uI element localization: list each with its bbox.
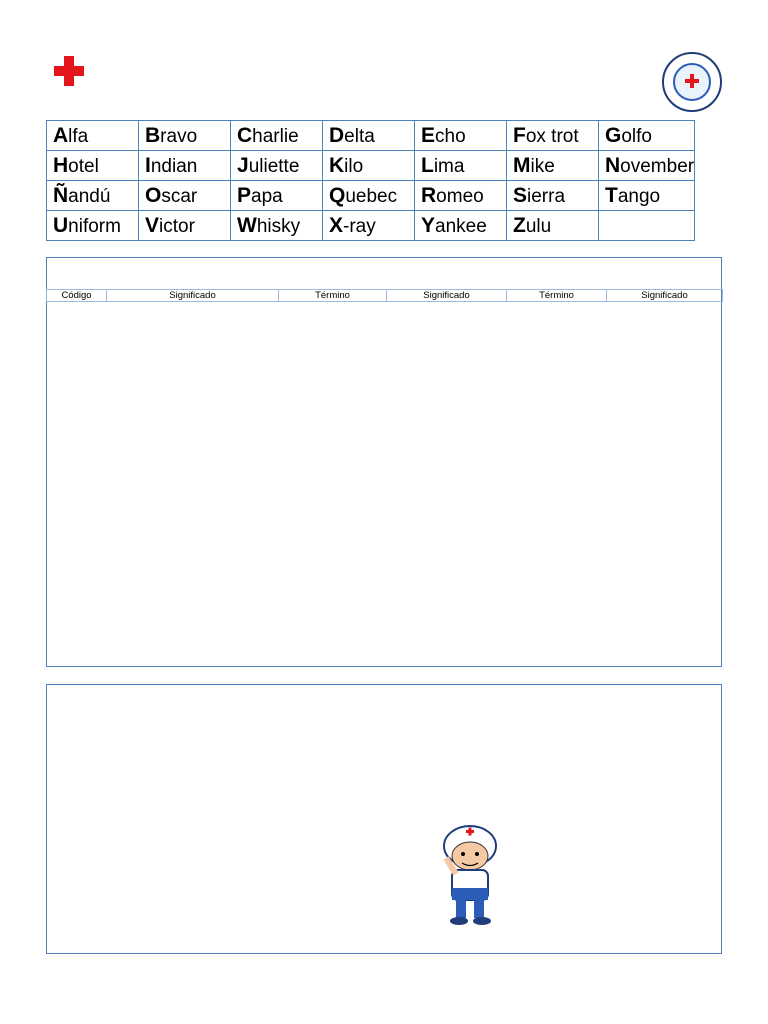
phonetic-rest: cho [435,125,466,147]
phonetic-cell [139,211,231,241]
paramedic-mascot-icon [426,818,514,926]
phonetic-rest: ankee [435,215,487,237]
phonetic-initial: D [329,123,345,147]
phonetic-cell [507,181,599,211]
phonetic-cell [323,211,415,241]
phonetic-cell [415,181,507,211]
phonetic-row [47,211,695,241]
phonetic-initial: Z [513,213,526,237]
phonetic-rest: ima [433,155,465,177]
phonetic-initial: X [329,213,344,237]
phonetic-cell [139,181,231,211]
phonetic-initial: N [605,153,621,177]
phonetic-rest: harlie [252,125,299,147]
phonetic-initial: W [237,213,257,237]
table-cell: Código [47,290,107,302]
phonetic-rest: elta [344,125,375,147]
phonetic-cell [599,181,695,211]
phonetic-initial: Y [421,213,436,237]
phonetic-rest: ilo [344,155,364,177]
phonetic-rest: ictor [159,215,195,237]
phonetic-initial: G [605,123,622,147]
phonetic-cell [507,121,599,151]
phonetic-cell [507,211,599,241]
phonetic-initial: A [53,123,69,147]
phonetic-row [47,181,695,211]
phonetic-cell [599,121,695,151]
phonetic-rest: uebec [345,185,398,207]
phonetic-cell [415,121,507,151]
codes-box [46,257,722,667]
phonetic-cell [139,151,231,181]
phonetic-cell [47,151,139,181]
phonetic-cell [323,121,415,151]
phonetic-initial: K [329,153,345,177]
red-cross-logo-icon [54,56,84,86]
phonetic-cell [231,121,323,151]
table-cell: Significado [607,290,723,302]
header-row [47,290,723,302]
phonetic-cell [47,181,139,211]
phonetic-initial: C [237,123,253,147]
phonetic-rest: ierra [527,185,566,207]
table-cell: Término [279,290,387,302]
phonetic-initial: T [605,183,618,207]
phonetic-initial: U [53,213,69,237]
phonetic-initial: L [421,153,434,177]
phonetic-initial: M [513,153,531,177]
red-cross-seal-icon [662,52,722,112]
phonetic-rest: ike [530,155,555,177]
phonetic-initial: J [237,153,249,177]
phonetic-rest: andú [68,185,111,207]
phonetic-cell [47,121,139,151]
phonetic-rest: otel [68,155,99,177]
phonetic-rest: ovember [620,155,695,177]
phonetic-row [47,121,695,151]
phonetic-cell [231,181,323,211]
phonetic-rest: uliette [248,155,300,177]
phonetic-cell [231,151,323,181]
phonetic-initial: V [145,213,160,237]
phonetic-rest: olfo [621,125,652,147]
phonetic-initial: Ñ [53,183,69,207]
phonetic-cell [323,151,415,181]
phonetic-initial: O [145,183,162,207]
phonetic-rest: -ray [343,215,376,237]
phonetic-rest: ravo [160,125,198,147]
phonetic-cell [599,151,695,181]
phonetic-rest: ndian [150,155,198,177]
phonetic-cell [139,121,231,151]
phonetic-rest: ulu [525,215,552,237]
phonetic-initial: F [513,123,526,147]
phonetic-rest: niform [68,215,121,237]
phonetic-initial: R [421,183,437,207]
phonetic-initial: I [145,153,151,177]
phonetic-row [47,151,695,181]
phonetic-rest: omeo [436,185,484,207]
table-cell: Significado [387,290,507,302]
phonetic-cell [599,211,695,241]
phonetic-cell [415,211,507,241]
table-cell: Significado [107,290,279,302]
table-cell: Término [507,290,607,302]
phonetic-initial: B [145,123,161,147]
phonetic-rest: scar [161,185,198,207]
phonetic-rest: ox trot [525,125,579,147]
codes-table [46,289,723,302]
phonetic-cell [323,181,415,211]
phonetic-table [46,120,695,241]
phonetic-initial: S [513,183,528,207]
phonetic-initial: E [421,123,436,147]
phonetic-rest: lfa [68,125,89,147]
phonetic-initial: Q [329,183,346,207]
phonetic-rest: ango [617,185,661,207]
phonetic-initial: P [237,183,252,207]
phonetic-cell [507,151,599,181]
phonetic-initial: H [53,153,69,177]
phonetic-rest: hisky [256,215,301,237]
phonetic-cell [415,151,507,181]
phonetic-cell [47,211,139,241]
ambulance-box [46,684,722,954]
phonetic-rest: apa [251,185,283,207]
phonetic-cell [231,211,323,241]
